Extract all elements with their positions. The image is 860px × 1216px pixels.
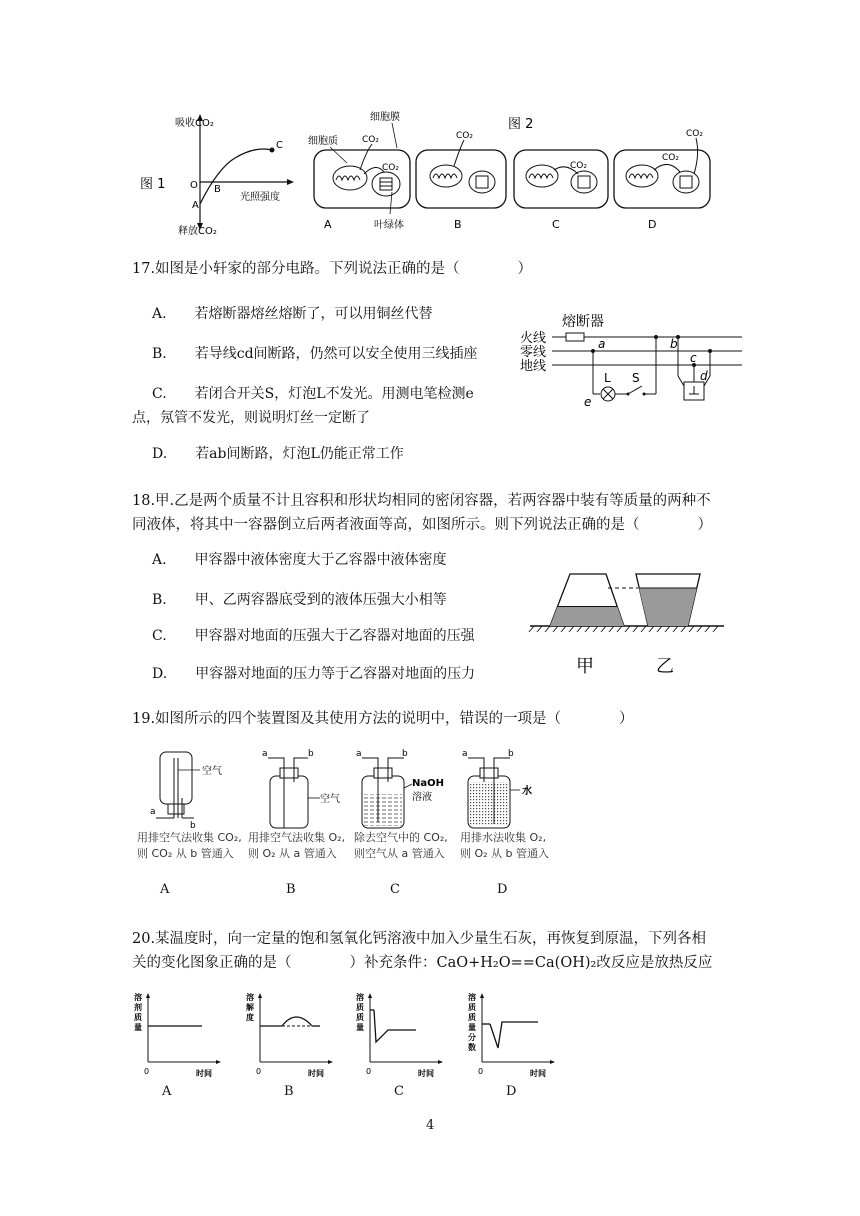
device-b-caption-1: 用排空气法收集 O₂, [248, 831, 346, 844]
q18-option-a[interactable]: A. 甲容器中液体密度大于乙容器中液体密度 [152, 552, 447, 568]
device-c-reagent-label2: 溶液 [412, 792, 432, 803]
q17-option-c-cont: 点，氖管不发光，则说明灯丝一定断了 [132, 410, 370, 426]
co2-label-c: CO₂ [570, 161, 587, 171]
device-b-gas-label: 空气 [320, 794, 340, 805]
graph-d-origin: 0 [478, 1067, 484, 1076]
lamp-label: L [604, 371, 611, 385]
device-b-caption-2: 则 O₂ 从 a 管通入 [248, 847, 337, 860]
q17-option-b[interactable]: B. 若导线cd间断路，仍然可以安全使用三线插座 [152, 346, 478, 362]
q20-stem: 20.某温度时，向一定量的饱和氢氧化钙溶液中加入少量生石灰，再恢复到原温，下列各相 [132, 931, 707, 947]
device-b-pipe-a: a [262, 749, 268, 759]
device-c-caption-2: 则空气从 a 管通入 [354, 847, 445, 860]
figure-2-cells [302, 108, 722, 238]
circuit-point-d: d [700, 369, 708, 383]
q17-stem: 17.如图是小轩家的部分电路。下列说法正确的是（ ） [132, 261, 533, 277]
fig1-point-b: B [214, 184, 221, 195]
device-b-pipe-b: b [308, 749, 314, 759]
co2-label-a2: CO₂ [382, 163, 399, 173]
circuit-point-e: e [584, 395, 592, 409]
q20-graph-b [240, 990, 336, 1080]
q17-circuit-diagram [518, 306, 748, 410]
q18-option-d[interactable]: D. 甲容器对地面的压力等于乙容器对地面的压力 [152, 666, 476, 682]
graph-a-ylabel: 溶剂质量 [134, 993, 142, 1032]
device-b-letter[interactable]: B [286, 882, 296, 897]
graph-d-letter[interactable]: D [506, 1084, 517, 1099]
chloroplast-label: 叶绿体 [374, 220, 404, 231]
fig1-origin: O [190, 180, 198, 191]
device-d-pipe-b: b [508, 749, 514, 759]
device-a-caption-2: 则 CO₂ 从 b 管通入 [137, 847, 234, 860]
switch-label: S [632, 371, 640, 385]
graph-b-ylabel: 溶解度 [246, 993, 254, 1022]
q18-containers-diagram [528, 566, 728, 686]
cell-d-letter: D [648, 218, 657, 231]
fig1-y-top: 吸收CO₂ [175, 118, 214, 129]
graph-b-origin: 0 [256, 1067, 262, 1076]
graph-c-xlabel: 时间 [418, 1069, 434, 1078]
cell-c-letter: C [552, 218, 560, 231]
graph-c-origin: 0 [366, 1067, 372, 1076]
membrane-label: 细胞膜 [370, 112, 400, 123]
q19-device-b [250, 748, 350, 830]
circuit-point-c: c [690, 351, 697, 365]
fig2-label: 图 2 [508, 117, 534, 132]
device-c-caption-1: 除去空气中的 CO₂, [354, 831, 448, 844]
label-live: 火线 [520, 331, 547, 346]
fig1-x-label: 光照强度 [240, 192, 280, 203]
graph-b-letter[interactable]: B [284, 1084, 294, 1099]
q20-graph-c [350, 990, 446, 1080]
q19-device-d [458, 748, 558, 830]
figure-1-graph [130, 108, 300, 238]
q17-option-c[interactable]: C. 若闭合开关S，灯泡L不发光。用测电笔检测e [152, 386, 474, 402]
container-jia-label: 甲 [576, 656, 594, 677]
q20-graph-d [462, 990, 558, 1080]
q18-option-c[interactable]: C. 甲容器对地面的压强大于乙容器对地面的压强 [152, 628, 475, 644]
q18-stem: 18.甲.乙是两个质量不计且容积和形状均相同的密闭容器，若两容器中装有等质量的两种不 [132, 493, 711, 509]
q17-option-d[interactable]: D. 若ab间断路，灯泡L仍能正常工作 [152, 446, 404, 462]
graph-d-ylabel: 溶质质量分数 [468, 993, 476, 1052]
device-c-pipe-b: b [402, 749, 408, 759]
cell-c [514, 150, 608, 231]
device-d-pipe-a: a [462, 749, 468, 759]
device-c-letter[interactable]: C [390, 882, 400, 897]
graph-a-origin: 0 [144, 1067, 150, 1076]
fig1-point-a: A [192, 200, 199, 211]
cell-b-letter: B [454, 218, 462, 231]
device-a-letter[interactable]: A [160, 882, 170, 897]
q19-device-a [140, 748, 240, 830]
cell-a [314, 135, 410, 231]
page-number: 4 [426, 1118, 435, 1133]
fig1-point-c: C [276, 140, 283, 151]
graph-d-xlabel: 时间 [530, 1069, 546, 1078]
label-ground: 地线 [520, 359, 547, 374]
device-c-reagent-label: NaOH [412, 778, 444, 789]
co2-label-d2: CO₂ [686, 129, 703, 139]
cell-a-letter: A [324, 218, 332, 231]
q20-stem-cont: 关的变化图象正确的是（ ）补充条件：CaO+H₂O==Ca(OH)₂改反应是放热反应 [132, 955, 713, 971]
graph-a-xlabel: 时间 [196, 1069, 212, 1078]
co2-label-a1: CO₂ [362, 135, 379, 145]
co2-label-b: CO₂ [456, 131, 473, 141]
q18-stem-cont: 同液体，将其中一容器倒立后两者液面等高，如图所示。则下列说法正确的是（ ） [132, 517, 712, 533]
device-d-letter[interactable]: D [497, 882, 508, 897]
graph-c-ylabel: 溶质质量 [356, 993, 364, 1032]
device-d-caption-2: 则 O₂ 从 b 管通入 [460, 847, 550, 860]
device-d-caption-1: 用排水法收集 O₂, [460, 831, 547, 844]
container-yi-label: 乙 [656, 656, 674, 677]
q19-device-c [352, 748, 462, 830]
device-a-pipe-b: b [190, 821, 196, 830]
graph-c-letter[interactable]: C [394, 1084, 404, 1099]
label-neutral: 零线 [520, 345, 547, 360]
device-a-pipe-a: a [150, 807, 156, 817]
fig1-label: 图 1 [140, 177, 166, 192]
fig1-y-bottom: 释放CO₂ [178, 226, 217, 237]
q20-graph-a [128, 990, 224, 1080]
graph-a-letter[interactable]: A [162, 1084, 172, 1099]
cell-b [416, 131, 506, 231]
label-fuse: 熔断器 [562, 314, 604, 330]
q18-option-b[interactable]: B. 甲、乙两容器底受到的液体压强大小相等 [152, 592, 447, 608]
circuit-point-a: a [598, 337, 606, 351]
device-a-gas-label: 空气 [202, 766, 222, 777]
co2-label-d1: CO₂ [662, 153, 679, 163]
device-a-caption-1: 用排空气法收集 CO₂, [137, 831, 242, 844]
cell-d [614, 129, 710, 231]
q19-stem: 19.如图所示的四个装置图及其使用方法的说明中，错误的一项是（ ） [132, 711, 634, 727]
device-d-water-label: 水 [522, 786, 532, 797]
q17-option-a[interactable]: A. 若熔断器熔丝熔断了，可以用铜丝代替 [152, 306, 433, 322]
cytoplasm-label: 细胞质 [308, 136, 338, 147]
device-c-pipe-a: a [356, 749, 362, 759]
circuit-point-b: b [670, 337, 678, 351]
graph-b-xlabel: 时间 [308, 1069, 324, 1078]
